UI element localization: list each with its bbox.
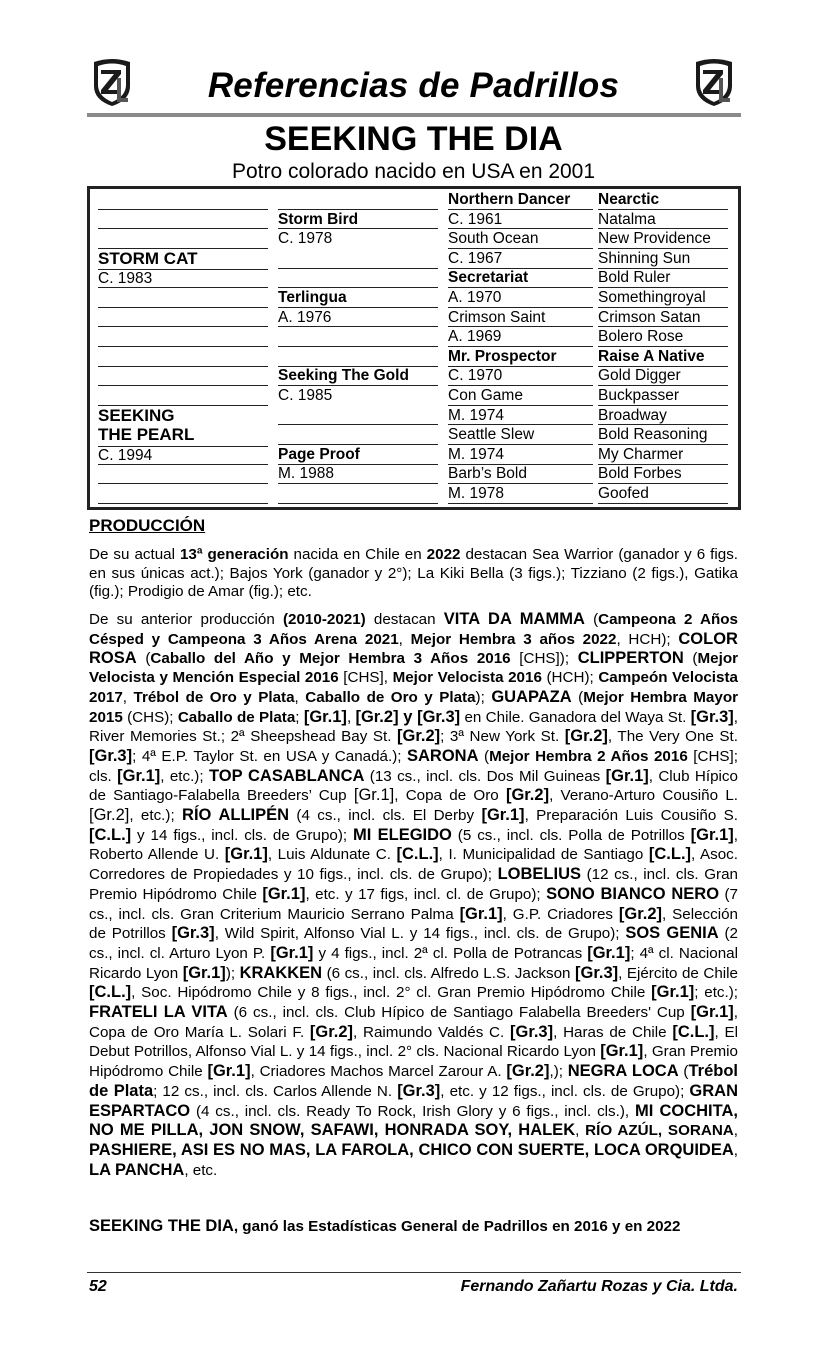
pedigree-cell: C. 1970 [448, 367, 593, 386]
grade: [Gr.3] [690, 707, 734, 726]
grade: [Gr.1] [224, 845, 268, 864]
text: ( [136, 650, 151, 668]
pedigree-cell: Secretariat [448, 269, 593, 288]
pedigree-row [95, 191, 724, 210]
grade: [Gr.1] [459, 904, 503, 923]
text: en Chile. Ganadora del Waya St. [460, 708, 691, 726]
text: , [733, 1141, 738, 1159]
pedigree-cell: Bold Ruler [598, 269, 728, 288]
grade: [Gr.1] [117, 766, 161, 785]
text: , etc.); [129, 807, 183, 825]
text: [CHS], [338, 669, 393, 687]
pedigree-cell [98, 230, 268, 249]
text: , G.P. Criadores [502, 905, 619, 923]
paragraph-previous-production [89, 610, 738, 1180]
offspring-name: [C.L.] [672, 1022, 715, 1041]
pedigree-table [87, 186, 741, 510]
award: RÍO AZÚL, SORANA [585, 1122, 734, 1140]
pedigree-cell [98, 211, 268, 230]
pedigree-sire: STORM CAT [98, 249, 198, 269]
text: , El Debut Potrillos, Alfonso Vial L. y 14 figs., incl. 2° cls. Nacional Ricardo Lyon [89, 1023, 738, 1061]
grade: GRAN ESPARTACO [89, 1081, 739, 1120]
offspring-name: CLIPPERTON [577, 649, 684, 668]
pedigree-cell: C. 1967 [448, 250, 593, 269]
pedigree-cell [278, 328, 438, 347]
text: , Raimundo Valdés C. [353, 1023, 510, 1041]
pedigree-cell [98, 348, 268, 367]
pedigree-row [95, 485, 724, 504]
horse-name: SEEKING THE DIA [264, 120, 563, 158]
pedigree-row [95, 348, 724, 367]
pedigree-cell [98, 309, 268, 328]
text: (5 cs., incl. cls. Polla de Potrillos [451, 826, 691, 844]
pedigree-cell: South Ocean [448, 230, 593, 249]
text: ; 3ª New York St. [440, 728, 565, 746]
offspring-name: MI COCHITA, NO ME PILLA, JON SNOW, SAFAWI, HONRADA SOY, HALEK [89, 1101, 738, 1140]
text: , [122, 688, 134, 706]
offspring-name: COLOR ROSA [89, 629, 738, 668]
pedigree-row [95, 465, 724, 484]
grade: [Gr.1] [651, 983, 695, 1002]
pedigree-cell [278, 485, 438, 504]
pedigree-cell: A. 1969 [448, 328, 593, 347]
pedigree-cell [278, 407, 438, 426]
award: Mejor Hembra 3 años 2022 [410, 630, 617, 648]
offspring-name: SONO BIANCO NERO [546, 884, 720, 903]
text: , Luis Aldunate C. [267, 846, 397, 864]
pedigree-cell [278, 348, 438, 367]
pedigree-cell: M. 1974 [448, 407, 593, 426]
text: , River Memories St.; 2ª Sheepshead Bay St. [89, 708, 738, 746]
pedigree-row [95, 407, 724, 426]
text: , Selección de Potrillos [89, 905, 739, 943]
pedigree-row [95, 269, 724, 288]
text: , etc. y 17 figs, incl. cl. de Grupo); [305, 885, 547, 903]
pedigree-cell: Goofed [598, 485, 728, 504]
offspring-name: RÍO ALLIPÉN [182, 806, 290, 825]
pedigree-cell: My Charmer [598, 446, 728, 465]
text: , Preparación Luis Cousiño S. [524, 807, 738, 825]
text: [CHS]; cls. [89, 747, 738, 785]
text: , The Very One St. [607, 728, 738, 746]
grade: [Gr.1] [481, 806, 525, 825]
text: (12 cs., incl. cls. Gran Premio Hipódromo Chile [89, 866, 738, 903]
pedigree-cell: M. 1974 [448, 446, 593, 465]
pedigree-cell: C. 1961 [448, 211, 593, 230]
award: Mejor Velocista 2016 [392, 669, 542, 687]
pedigree-cell [98, 465, 268, 484]
pedigree-cell: A. 1976 [278, 309, 438, 328]
grade: [Gr.2] [506, 1062, 550, 1081]
pedigree-grandsire [278, 191, 438, 210]
text: , Gran Premio Hipódromo Chile [89, 1043, 739, 1081]
offspring-name: LOBELIUS [497, 865, 581, 884]
pedigree-cell: C. 1994 [98, 446, 268, 465]
text: , [398, 630, 411, 648]
grade: [Gr.1] [690, 825, 734, 844]
paragraph-statistics [89, 1217, 738, 1237]
text: , Wild Spirit, Alfonso Vial L. y 14 figs., incl. cls. de Grupo); [214, 925, 626, 943]
offspring-name: LA PANCHA [89, 1160, 185, 1179]
grade: [Gr.3] [510, 1022, 554, 1041]
publisher: Fernando Zañartu Rozas y Cia. Ltda. [460, 1278, 738, 1295]
text: (13 cs., incl. cls. Dos Mil Guineas [364, 767, 606, 785]
grade: [Gr.1] [207, 1062, 251, 1081]
pedigree-cell: Seattle Slew [448, 426, 593, 445]
footer-divider [87, 1272, 741, 1273]
pedigree-row [95, 426, 724, 445]
pedigree-cell: Somethingroyal [598, 289, 728, 308]
offspring-name: VITA DA MAMMA [443, 610, 585, 628]
grade: [Gr.1] [303, 707, 347, 726]
grade: Trébol de Plata [89, 1062, 739, 1100]
grade: NEGRA LOCA [567, 1062, 679, 1081]
text: [CHS]); [510, 650, 578, 668]
text: (7 cs., incl. cls. Gran Criterium Mauricio Serrano Palma [89, 885, 738, 923]
text: , Roberto Allende U. [89, 826, 739, 864]
pedigree-row [95, 250, 724, 269]
grade: [C.L.] [89, 825, 132, 844]
text: , Asoc. Corredores de Propiedades y 10 figs., incl. cls. de Grupo); [89, 846, 738, 884]
grade: [Gr.3] [171, 924, 215, 943]
text: ; etc.); [694, 984, 739, 1002]
pedigree-row [95, 367, 724, 386]
offspring-name: TOP CASABLANCA [208, 766, 365, 785]
grade: PASHIERE, ASI ES NO MAS, LA FAROLA, CHICO CON SUERTE, LOCA ORQUIDEA [89, 1140, 734, 1159]
text: y 4 figs., incl. 2ª cl. Polla de Potrancas [313, 944, 588, 962]
pedigree-cell: Storm Bird [278, 211, 438, 230]
text: y 14 figs., incl. cls. de Grupo); [131, 826, 354, 844]
award: Caballo del Año y Mejor Hembra 3 Años 2016 [150, 650, 511, 668]
text: , [346, 708, 356, 726]
pedigree-row [95, 387, 724, 406]
grade: [C.L.] [648, 845, 692, 864]
text: (CHS); [122, 708, 178, 726]
pedigree-cell [98, 367, 268, 386]
text: ,); [549, 1063, 568, 1081]
pedigree-cell: M. 1988 [278, 465, 438, 484]
text: , etc. [184, 1161, 218, 1179]
pedigree-cell [98, 387, 268, 406]
award: Mejor Velocista y Mención Especial 2016 [89, 650, 739, 687]
paragraph-current-generation [89, 546, 738, 602]
text: ; 4ª E.P. Taylor St. en USA y Canadá.); [132, 747, 407, 765]
offspring-name: GUAPAZA [491, 687, 572, 706]
text: , Verano-Arturo Cousiño L. [549, 787, 738, 805]
pedigree-cell [98, 289, 268, 308]
award: Campeona 2 Años Césped y Campeona 3 Años Arena 2021 [89, 611, 739, 648]
text: (2 cs., incl. cl. Arturo Lyon P. [89, 925, 738, 962]
grade: [Gr.2] y [Gr.3] [355, 707, 461, 726]
pedigree-cell: Barb’s Bold [448, 465, 593, 484]
grade: [Gr.2] [397, 727, 441, 746]
pedigree-sire-line [98, 191, 268, 210]
pedigree-cell: Raise A Native [598, 348, 728, 367]
pedigree-cell [278, 250, 438, 269]
pedigree-cell [98, 485, 268, 504]
text: , [575, 1122, 586, 1140]
text: destacan Sea Warrior (ganador y 6 figs. en sus únicas act.); Bajos York (ganador y 2°); La Kiki Bella (3 figs.); Tizziano (2 figs.), Gatika (fig.); Prodigio de Amar (fig.); etc. [89, 546, 739, 601]
text: , Haras de Chile [553, 1023, 673, 1041]
grade: [Gr.2] [564, 727, 608, 746]
text: , Ejército de Chile [618, 964, 738, 982]
text: , Soc. Hipódromo Chile y 8 figs., incl. 2° cl. Gran Premio Hipódromo Chile [131, 984, 652, 1002]
award: Mejor Hembra Mayor 2015 [89, 688, 739, 726]
pedigree-cell: C. 1978 [278, 230, 333, 248]
pedigree-row [95, 309, 724, 328]
grade: [Gr.2] [309, 1022, 354, 1041]
text: ( [478, 747, 490, 765]
pedigree-cell: C. 1985 [278, 387, 333, 404]
grade: [Gr.3] [397, 1081, 441, 1100]
text: destacan [365, 611, 444, 628]
sire-name: SEEKING THE DIA [89, 1217, 234, 1235]
grade: [Gr.1] [587, 943, 631, 962]
grade: [Gr.2] [89, 806, 130, 825]
text: ( [683, 650, 698, 668]
pedigree-cell: New Providence [598, 230, 728, 249]
pedigree-cell: M. 1978 [448, 485, 593, 504]
pedigree-ancestor: Nearctic [598, 191, 728, 210]
text: nacida en Chile en [288, 546, 427, 563]
text: (4 cs., incl. cls. El Derby [289, 807, 482, 825]
pedigree-cell: Gold Digger [598, 367, 728, 386]
pedigree-cell: C. 1983 [98, 269, 268, 288]
award: Caballo de Oro y Plata [305, 688, 476, 706]
text: De su anterior producción [89, 611, 283, 628]
text: , HCH); [616, 630, 679, 648]
page-number: 52 [89, 1278, 107, 1295]
grade: [Gr.1] [262, 884, 306, 903]
pedigree-dam: THE PEARL [98, 425, 195, 445]
award: Caballo de Plata [177, 708, 296, 726]
pedigree-row [95, 289, 724, 308]
text: , etc.); [160, 767, 209, 785]
pedigree-cell: Crimson Satan [598, 309, 728, 328]
grade: [Gr.1] [690, 1003, 734, 1022]
pedigree-cell [98, 328, 268, 347]
pedigree-cell: Mr. Prospector [448, 348, 593, 367]
text: ; [295, 708, 304, 726]
page-title: Referencias de Padrillos [207, 66, 620, 105]
text: De su actual [89, 546, 180, 563]
text-bold: 13ª generación [179, 546, 289, 563]
grade: [Gr.1] [270, 943, 314, 962]
grade: [Gr.1] [605, 766, 649, 785]
pedigree-cell: Bold Reasoning [598, 426, 728, 445]
grade: [Gr.2] [505, 786, 550, 805]
pedigree-cell: Broadway [598, 407, 728, 426]
pedigree-row [95, 328, 724, 347]
pedigree-cell: Buckpasser [598, 387, 728, 406]
horse-subtitle: Potro colorado nacido en USA en 2001 [231, 160, 596, 183]
pedigree-cell: Shinning Sun [598, 250, 728, 269]
pedigree-cell [278, 269, 438, 288]
grade: [Gr.1] [353, 786, 395, 805]
text: , [733, 1122, 738, 1140]
grade: [C.L.] [396, 845, 439, 864]
grade: [C.L.] [89, 983, 132, 1002]
pedigree-row [95, 211, 724, 230]
text: (HCH); [541, 669, 599, 687]
text: (6 cs., incl. cls. Alfredo L.S. Jackson [322, 964, 576, 982]
text: (4 cs., incl. cls. Ready To Rock, Irish Glory y 6 figs., incl. cls.), [190, 1102, 635, 1120]
offspring-name: MI ELEGIDO [353, 825, 452, 844]
grade: [Gr.1] [182, 963, 226, 982]
pedigree-cell: Bolero Rose [598, 328, 728, 347]
text: ( [678, 1063, 689, 1081]
pedigree-cell [278, 426, 438, 445]
text: (6 cs., incl. cls. Club Hípico de Santiago Falabella Breeders' Cup [227, 1004, 691, 1022]
offspring-name: FRATELI LA VITA [89, 1003, 228, 1022]
text: , I. Municipalidad de Santiago [438, 846, 649, 864]
grade: [Gr.3] [89, 746, 133, 765]
text: ( [584, 611, 599, 628]
text-bold: 2022 [426, 546, 461, 563]
pedigree-cell: Natalma [598, 211, 728, 230]
grade: [Gr.1] [600, 1042, 644, 1061]
pedigree-cell: Crimson Saint [448, 309, 593, 328]
offspring-name: KRAKKEN [239, 963, 323, 982]
text: , Club Hípico de Santiago-Falabella Breeders’ Cup [89, 767, 738, 805]
award: Mejor Hembra 2 Años 2016 [489, 747, 688, 765]
zl-logo-icon [690, 56, 738, 108]
grade: [Gr.2] [618, 904, 663, 923]
pedigree-cell: A. 1970 [448, 289, 593, 308]
pedigree-cell: Bold Forbes [598, 465, 728, 484]
text: , Copa de Oro [394, 787, 506, 805]
text: ); [225, 964, 240, 982]
text: , Criadores Machos Marcel Zarour A. [250, 1063, 507, 1081]
text: , Copa de Oro María L. Solari F. [89, 1004, 738, 1041]
pedigree-cell: Terlingua [278, 289, 438, 308]
text: , ganó las Estadísticas General de Padrillos en 2016 y en 2022 [233, 1218, 681, 1235]
pedigree-cell: Page Proof [278, 446, 438, 465]
text: ( [571, 688, 584, 706]
pedigree-row [95, 230, 724, 249]
text: , [294, 688, 306, 706]
offspring-name: SARONA [407, 746, 479, 765]
text-bold: (2010-2021) [282, 611, 366, 628]
award: Trébol de Oro y Plata [133, 688, 295, 706]
text: ; 12 cs., incl. cls. Carlos Allende N. [153, 1082, 398, 1100]
grade: [Gr.3] [575, 963, 619, 982]
pedigree-cell: Con Game [448, 387, 593, 406]
text: , etc. y 12 figs., incl. cls. de Grupo); [440, 1082, 690, 1100]
pedigree-dam: SEEKING [98, 405, 175, 425]
section-title-produccion: PRODUCCIÓN [89, 516, 206, 535]
text: ); [475, 688, 492, 706]
award: Campeón Velocista 2017 [89, 669, 738, 706]
pedigree-cell: Seeking The Gold [278, 367, 438, 386]
header-divider [87, 113, 741, 117]
pedigree-row [95, 446, 724, 465]
pedigree-great-grandsire: Northern Dancer [448, 191, 593, 210]
offspring-name: SOS GENIA [625, 924, 719, 943]
text: ; 4ª cl. Nacional Ricardo Lyon [89, 944, 739, 982]
